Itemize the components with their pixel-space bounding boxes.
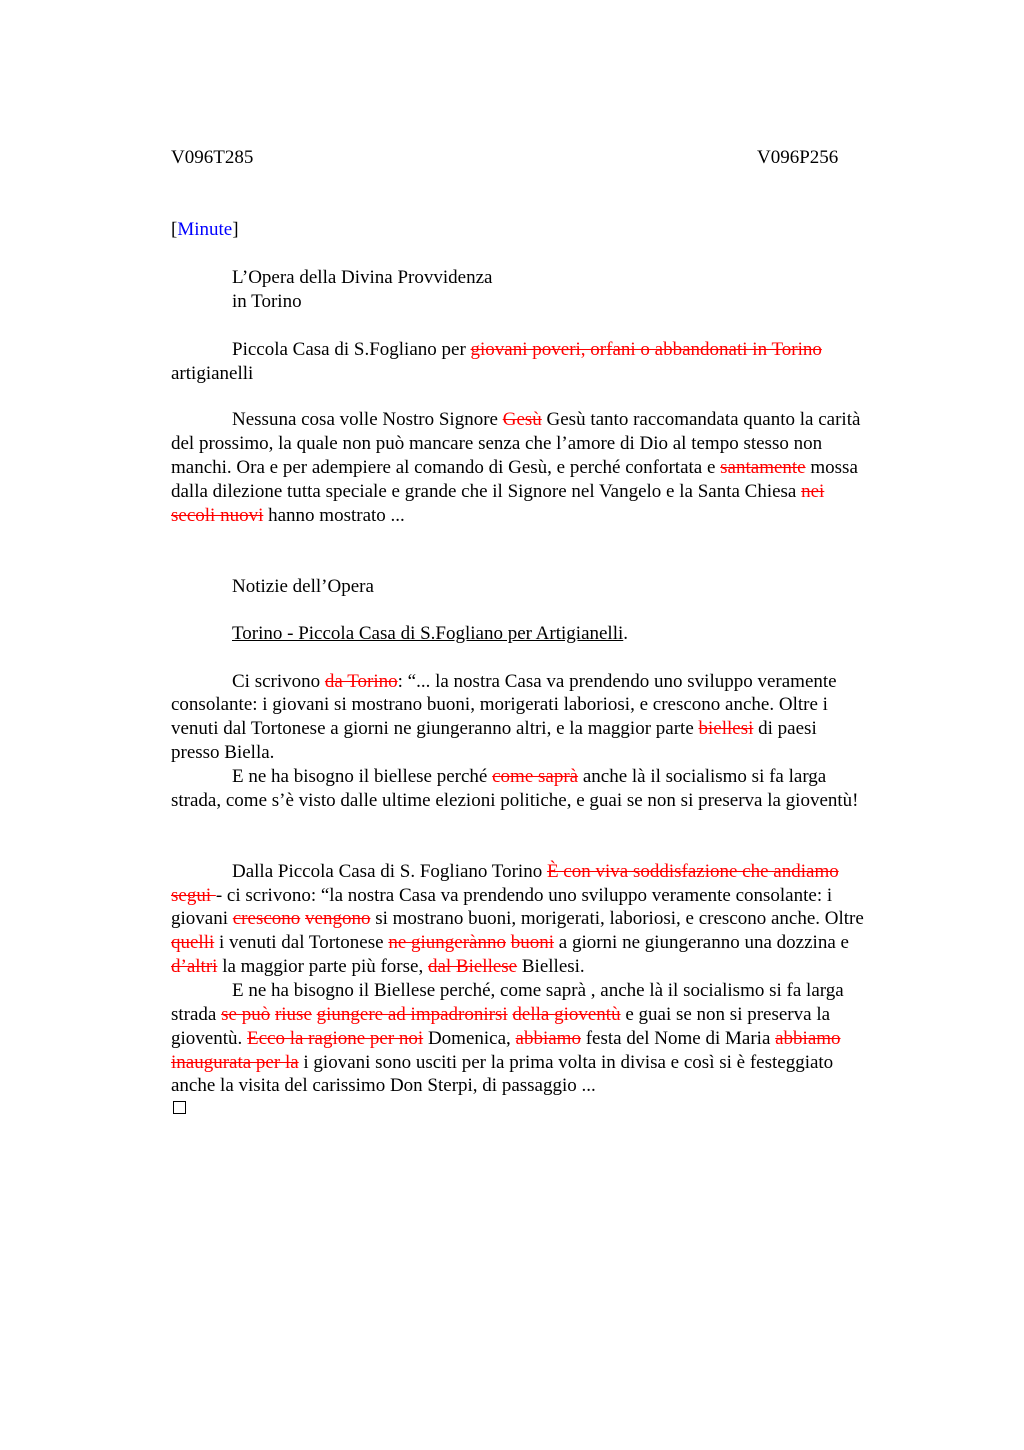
deleted-text: se può (221, 1004, 271, 1025)
paragraph-4-line-1: Dalla Piccola Casa di S. Fogliano Torino È con viva soddisfazione che andiamo (232, 861, 839, 882)
paragraph-4-line-8: gioventù. Ecco la ragione per noi Domenica, abbiamo festa del Nome di Maria abbiamo (171, 1028, 841, 1049)
deleted-text: giungere ad impadronirsi (316, 1004, 508, 1025)
deleted-text: come saprà (492, 766, 579, 787)
deleted-text: d’altri (171, 956, 218, 977)
section-subheading: Torino - Piccola Casa di S.Fogliano per Artigianelli. (232, 623, 629, 644)
paragraph-3-line-4: presso Biella. (171, 742, 275, 763)
deleted-text: abbiamo (775, 1028, 841, 1049)
paragraph-4-line-6: E ne ha bisogno il Biellese perché, come saprà , anche là il socialismo si fa larga (232, 980, 844, 1001)
deleted-text: secoli nuovi (171, 505, 264, 526)
deleted-text: abbiamo (515, 1028, 581, 1049)
deleted-text: buoni (510, 932, 555, 953)
deleted-text: da Torino (324, 671, 398, 692)
deleted-text: santamente (720, 457, 806, 478)
paragraph-3-line-5: E ne ha bisogno il biellese perché come saprà anche là il socialismo si fa larga (232, 766, 827, 787)
deleted-text: ne giungerànno (388, 932, 506, 953)
deleted-text: Gesù (502, 409, 542, 430)
paragraph-3-line-6: strada, come s’è visto dalle ultime elezioni politiche, e guai se non si preserva la gioventù! (171, 790, 859, 811)
paragraph-3-line-2: consolante: i giovani si mostrano buoni, morigerati laboriosi, e crescono anche. Oltre i (171, 694, 828, 715)
title-line-1: L’Opera della Divina Provvidenza (232, 267, 493, 288)
deleted-text: riuse (274, 1004, 312, 1025)
deleted-text: giovani poveri, orfani o abbandonati in Torino (470, 339, 822, 360)
paragraph-4-line-3: giovani crescono vengono si mostrano buoni, morigerati, laboriosi, e crescono anche. Oltre (171, 908, 864, 929)
paragraph-2-line-3: manchi. Ora e per adempiere al comando di Gesù, e perché confortata e santamente mossa (171, 457, 858, 478)
section-heading: Notizie dell’Opera (232, 576, 374, 597)
deleted-text: Ecco la ragione per noi (247, 1028, 424, 1049)
paragraph-4-line-10: anche la visita del carissimo Don Sterpi, di passaggio ... (171, 1075, 596, 1096)
title-line-2: in Torino (232, 291, 302, 312)
header-left-code: V096T285 (171, 147, 254, 168)
minute-link: Minute (177, 219, 233, 240)
deleted-text: vengono (305, 908, 371, 929)
deleted-text: crescono (232, 908, 301, 929)
paragraph-1-line-1: Piccola Casa di S.Fogliano per giovani poveri, orfani o abbandonati in Torino (232, 339, 822, 360)
deleted-text: nei (801, 481, 825, 502)
header-right-code: V096P256 (757, 147, 839, 168)
deleted-text: biellesi (698, 718, 754, 739)
end-box-icon (173, 1101, 186, 1114)
paragraph-4-line-2: segui - ci scrivono: “la nostra Casa va prendendo uno sviluppo veramente consolante: i (171, 885, 833, 906)
paragraph-3-line-1: Ci scrivono da Torino: “... la nostra Casa va prendendo uno sviluppo veramente (232, 671, 837, 692)
deleted-text: della gioventù (512, 1004, 621, 1025)
paragraph-2-line-4: dalla dilezione tutta speciale e grande che il Signore nel Vangelo e la Santa Chiesa nei (171, 481, 825, 502)
paragraph-3-line-3: venuti dal Tortonese a giorni ne giungeranno altri, e la maggior parte biellesi di paesi (171, 718, 817, 739)
deleted-text: quelli (171, 932, 215, 953)
paragraph-1-line-2: artigianelli (171, 363, 254, 384)
deleted-text: dal Biellese (427, 956, 518, 977)
paragraph-2-line-2: del prossimo, la quale non può mancare senza che l’amore di Dio al tempo stesso non (171, 433, 823, 454)
deleted-text: segui (171, 885, 216, 906)
paragraph-4-line-7: strada se può riuse giungere ad impadronirsi della gioventù e guai se non si preserva la (171, 1004, 831, 1025)
deleted-text: inaugurata per la (171, 1052, 299, 1073)
paragraph-4-line-4: quelli i venuti dal Tortonese ne giungerànno buoni a giorni ne giungeranno una dozzina e (171, 932, 849, 953)
paragraph-2-line-1: Nessuna cosa volle Nostro Signore Gesù Gesù tanto raccomandata quanto la carità (232, 409, 861, 430)
deleted-text: È con viva soddisfazione che andiamo (546, 861, 839, 882)
paragraph-4-line-9: inaugurata per la i giovani sono usciti per la prima volta in divisa e così si è festeggiato (171, 1052, 834, 1073)
paragraph-2-line-5: secoli nuovi hanno mostrato ... (171, 505, 405, 526)
minute-label: [Minute] (171, 219, 239, 240)
paragraph-4-line-5: d’altri la maggior parte più forse, dal Biellese Biellesi. (171, 956, 585, 977)
